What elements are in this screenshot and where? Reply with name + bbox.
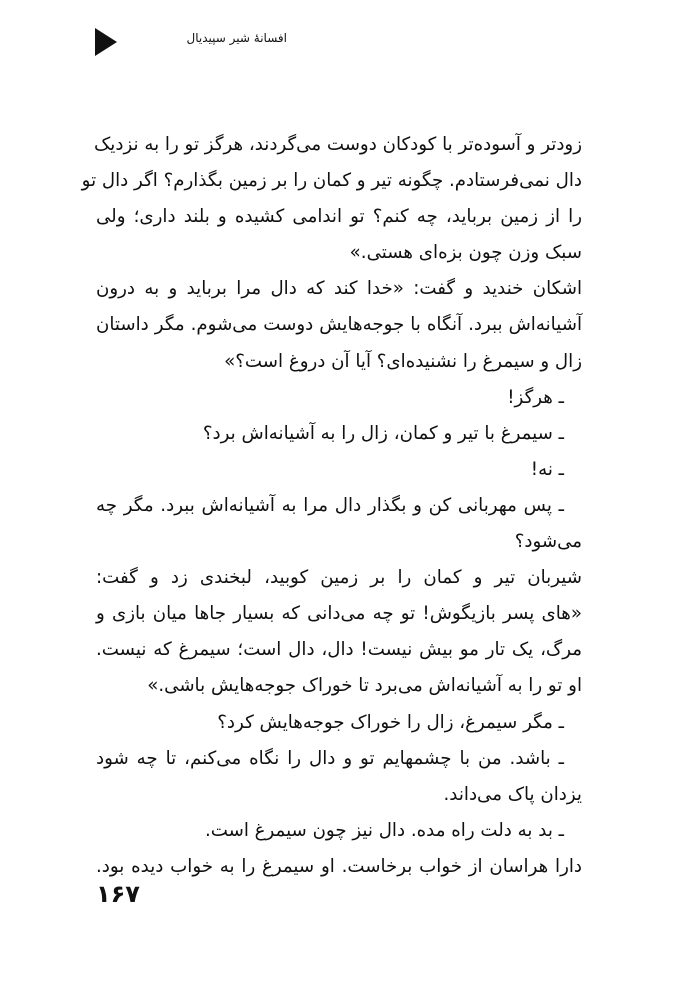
text-line: زودتر و آسوده‌تر با کودکان دوست می‌گردند، هرگز تو را به نزدیک: [94, 134, 582, 155]
text-line: ـ هرگز!: [507, 386, 564, 408]
text-line: «های پسر بازیگوش! تو چه می‌دانی که بسیار جاها میان بازی و: [96, 603, 582, 625]
text-line: ـ سیمرغ با تیر و کمان، زال را به آشیانه‌اش برد؟: [202, 422, 564, 444]
text-line: ـ بد به دلت راه مده. دال نیز چون سیمرغ است.: [204, 819, 564, 841]
body-text: [81, 127, 582, 885]
text-line: یزدان پاک می‌داند.: [443, 783, 582, 805]
text-line: اشکان خندید و گفت: «خدا کند که دال مرا برباید و به درون: [96, 278, 582, 300]
page-number: ۱۶۷: [96, 880, 140, 908]
text-line: سبک وزن چون بزه‌ای هستی.»: [349, 242, 582, 264]
text-line: می‌شود؟: [514, 531, 582, 553]
text-line: ـ نه!: [530, 458, 564, 480]
running-header: [95, 22, 295, 66]
triangle-right-icon: [95, 28, 117, 56]
text-line: ـ مگر سیمرغ، زال را خوراک جوجه‌هایش کرد؟: [217, 711, 564, 733]
text-line: شیربان تیر و کمان را بر زمین کوبید، لبخندی زد و گفت:: [96, 567, 582, 589]
text-line: ـ باشد. من با چشمهایم تو و دال را نگاه می‌کنم، تا چه شود: [96, 747, 564, 769]
text-line: مرگ، یک تار مو بیش نیست! دال، دال است؛ سیمرغ که نیست.: [96, 639, 582, 661]
text-line: ـ پس مهربانی کن و بگذار دال مرا به آشیانه‌اش ببرد. مگر چه: [96, 494, 564, 516]
text-line: آشیانه‌اش ببرد. آنگاه با جوجه‌هایش دوست می‌شوم. مگر داستان: [96, 314, 582, 336]
text-line: زال و سیمرغ را نشنیده‌ای؟ آیا آن دروغ است؟»: [224, 350, 582, 372]
text-line: دال نمی‌فرستادم. چگونه تیر و کمان را بر زمین بگذارم؟ اگر دال تو: [81, 170, 582, 192]
text-line: او تو را به آشیانه‌اش می‌برد تا خوراک جوجه‌هایش باشی.»: [147, 675, 582, 697]
running-header-title: افسانهٔ شیر سپیدیال: [186, 31, 287, 45]
text-line: دارا هراسان از خواب برخاست. او سیمرغ را به خواب دیده بود.: [96, 855, 582, 877]
text-line: را از زمین برباید، چه کنم؟ تو اندامی کشیده و بلند داری؛ ولی: [96, 206, 582, 228]
